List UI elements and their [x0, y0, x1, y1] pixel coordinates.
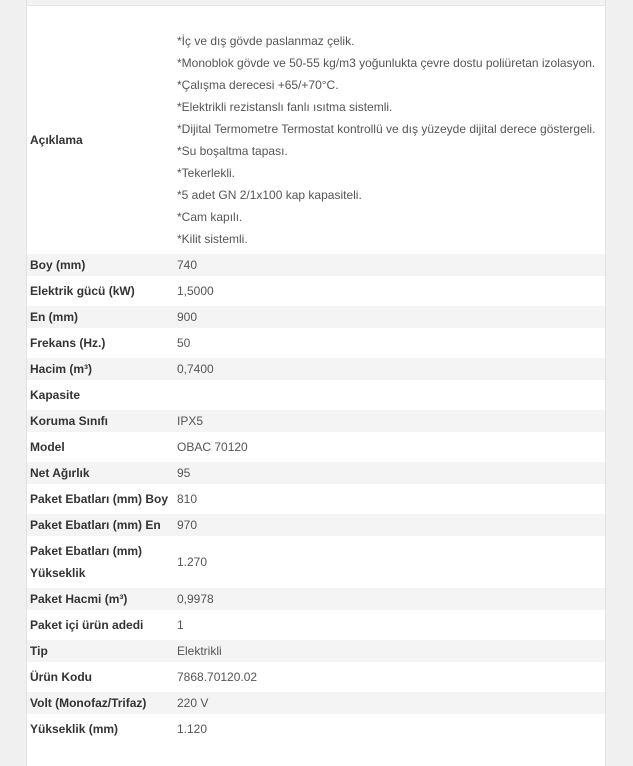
spec-row	[27, 356, 605, 382]
panel-top-border	[27, 0, 605, 6]
spec-value: OBAC 70120	[174, 434, 605, 460]
spec-row	[27, 586, 605, 612]
spec-value: 1.120	[174, 716, 605, 740]
spec-value: Elektrikli	[174, 638, 605, 664]
spec-label: Paket Ebatları (mm) En	[27, 512, 174, 538]
spec-label: Ürün Kodu	[27, 664, 174, 690]
spec-value: 970	[174, 512, 605, 538]
spec-value: 50	[174, 330, 605, 356]
spec-label: Kapasite	[27, 382, 174, 408]
spec-row	[27, 434, 605, 460]
spec-row	[27, 304, 605, 330]
spec-row	[27, 460, 605, 486]
spec-value: 220 V	[174, 690, 605, 716]
spec-row	[27, 408, 605, 434]
spec-label: Model	[27, 434, 174, 460]
description-line: *Kilit sistemli.	[177, 232, 248, 246]
spec-label: Yükseklik (mm)	[27, 716, 174, 740]
description-line: *Çalışma derecesi +65/+70°C.	[177, 78, 339, 92]
spec-row	[27, 512, 605, 538]
description-line: *Su boşaltma tapası.	[177, 144, 288, 158]
spec-label: Paket Hacmi (m³)	[27, 586, 174, 612]
description-line: *Monoblok gövde ve 50-55 kg/m3 yoğunlukta çevre dostu poliüretan izolasyon.	[177, 56, 596, 70]
spec-value: 1,5000	[174, 278, 605, 304]
description-row	[27, 8, 605, 254]
spec-value: 95	[174, 460, 605, 486]
spec-row	[27, 612, 605, 638]
spec-value: IPX5	[174, 408, 605, 434]
spec-value: 0,9978	[174, 586, 605, 612]
spec-value: 810	[174, 486, 605, 512]
spec-value: 1	[174, 612, 605, 638]
spec-row	[27, 638, 605, 664]
description-line: *İç ve dış gövde paslanmaz çelik.	[177, 34, 355, 48]
spec-value: 1.270	[174, 538, 605, 586]
description-label: Açıklama	[30, 133, 83, 147]
spec-row	[27, 278, 605, 304]
spec-label: Net Ağırlık	[27, 460, 174, 486]
description-line: *5 adet GN 2/1x100 kap kapasiteli.	[177, 188, 362, 202]
description-line: *Elektrikli rezistanslı fanlı ısıtma sistemli.	[177, 100, 393, 114]
spec-label: Koruma Sınıfı	[27, 408, 174, 434]
spec-label: Elektrik gücü (kW)	[27, 278, 174, 304]
spec-label: Paket Ebatları (mm) Boy	[27, 486, 174, 512]
description-line: *Dijital Termometre Termostat kontrollü ve dış yüzeyde dijital derece göstergeli.	[177, 122, 596, 136]
spec-row	[27, 538, 605, 586]
spec-label: En (mm)	[27, 304, 174, 330]
spec-label: Frekans (Hz.)	[27, 330, 174, 356]
spec-value: 7868.70120.02	[174, 664, 605, 690]
spec-row	[27, 486, 605, 512]
description-line: *Tekerlekli.	[177, 166, 236, 180]
spec-table	[27, 8, 605, 740]
spec-row	[27, 382, 605, 408]
spec-label: Hacim (m³)	[27, 356, 174, 382]
spec-label: Paket içi ürün adedi	[27, 612, 174, 638]
spec-label: Paket Ebatları (mm) Yükseklik	[27, 538, 174, 586]
description-line: *Cam kapılı.	[177, 210, 243, 224]
spec-value: 740	[174, 254, 605, 278]
product-spec-panel	[26, 0, 606, 766]
spec-value: 900	[174, 304, 605, 330]
description-value	[174, 8, 605, 254]
spec-row	[27, 716, 605, 740]
spec-row	[27, 254, 605, 278]
spec-row	[27, 330, 605, 356]
spec-label: Tip	[27, 638, 174, 664]
spec-value	[174, 382, 605, 408]
spec-row	[27, 690, 605, 716]
spec-label: Volt (Monofaz/Trifaz)	[27, 690, 174, 716]
spec-label: Boy (mm)	[27, 254, 174, 278]
spec-row	[27, 664, 605, 690]
spec-value: 0,7400	[174, 356, 605, 382]
